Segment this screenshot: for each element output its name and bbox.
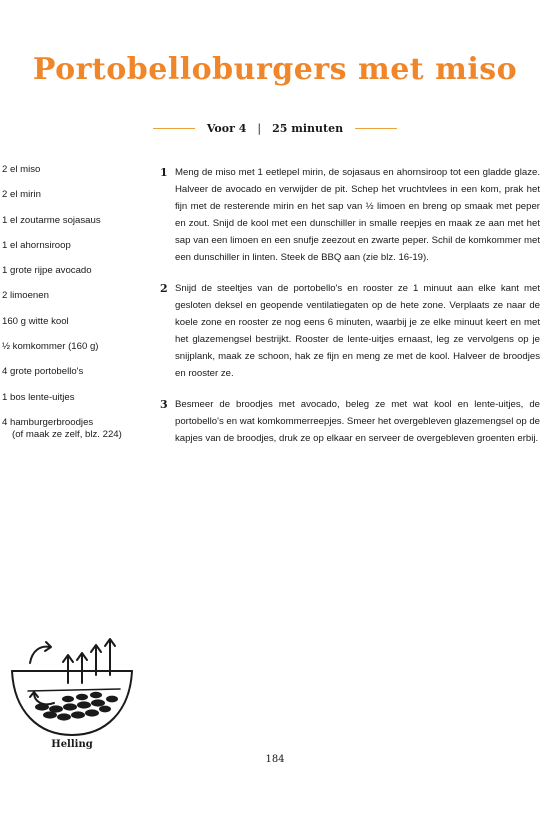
ingredient-item: 1 el ahornsiroop bbox=[2, 239, 71, 251]
meta-rule-left bbox=[153, 128, 195, 129]
ingredient-item: 2 el mirin bbox=[2, 189, 41, 201]
ingredient-note: (of maak ze zelf, blz. 224) bbox=[12, 429, 122, 441]
ingredient-item: 4 grote portobello's bbox=[2, 366, 84, 378]
method-step bbox=[160, 396, 540, 447]
ingredient-item: 1 el zoutarme sojasaus bbox=[2, 214, 101, 226]
method-steps bbox=[160, 164, 540, 461]
step-text: Snijd de steeltjes van de portobello's en rooster ze 1 minuut aan elke kant met gesloten deksel en geopende ventilatiegaten op de hete zone. Verplaats ze naar de koele zone en rooster ze nog eens 6 minuten, waarbij je ze elke minuut keert en met het glazemengsel bestrijkt. Rooster de lente-uitjes ernaast, leg ze vervolgens op je snijplank, maak ze schoon, hak ze fijn en meng ze met de kool. Halveer de broodjes en rooster ze. bbox=[175, 283, 540, 379]
recipe-title: Portobelloburgers met miso bbox=[32, 52, 518, 87]
bbq-slope-diagram-icon bbox=[8, 633, 136, 743]
diagram-caption: Helling bbox=[51, 739, 93, 750]
ingredient-item: 2 limoenen bbox=[2, 290, 49, 302]
ingredient-item: 1 bos lente-uitjes bbox=[2, 391, 75, 403]
step-text: Besmeer de broodjes met avocado, beleg ze met wat kool en lente-uitjes, de portobello's en wat komkommerreepjes. Smeer het overgebleven glazemengsel op de kapjes van de broodjes, druk ze op elkaar en serveer de overgebleven groenten erbij. bbox=[175, 399, 540, 444]
ingredient-text: 4 hamburgerbroodjes bbox=[2, 416, 94, 428]
cook-time: 25 minuten bbox=[272, 121, 344, 135]
ingredient-item bbox=[2, 417, 162, 442]
ingredient-item: ½ komkommer (160 g) bbox=[2, 341, 99, 353]
method-step bbox=[160, 164, 540, 266]
recipe-meta bbox=[0, 120, 550, 136]
page-number: 184 bbox=[265, 754, 285, 765]
ingredient-item: 160 g witte kool bbox=[2, 315, 69, 327]
servings: Voor 4 bbox=[206, 121, 247, 135]
step-text: Meng de miso met 1 eetlepel mirin, de sojasaus en ahornsiroop tot een gladde glaze. Halveer de avocado en verwijder de pit. Schep het vruchtvlees in een kom, prak het fijn met de resterende mirin en het sap van ½ limoen en breng op smaak met peper en zout. Snijd de kool met een dunschiller in smalle reepjes en maak ze aan met het sap van een limoen en een snufje zeezout en zwarte peper. Schil de komkommer met een dunschiller in linten. Steek de BBQ aan (zie blz. 16-19). bbox=[175, 167, 540, 263]
ingredient-item: 1 grote rijpe avocado bbox=[2, 265, 92, 277]
meta-separator: | bbox=[257, 121, 262, 135]
step-number: 3 bbox=[160, 398, 168, 411]
method-step bbox=[160, 280, 540, 382]
ingredient-list bbox=[2, 164, 162, 455]
meta-rule-right bbox=[355, 128, 397, 129]
step-number: 2 bbox=[160, 282, 168, 295]
ingredient-item: 2 el miso bbox=[2, 164, 41, 175]
step-number: 1 bbox=[160, 166, 168, 179]
